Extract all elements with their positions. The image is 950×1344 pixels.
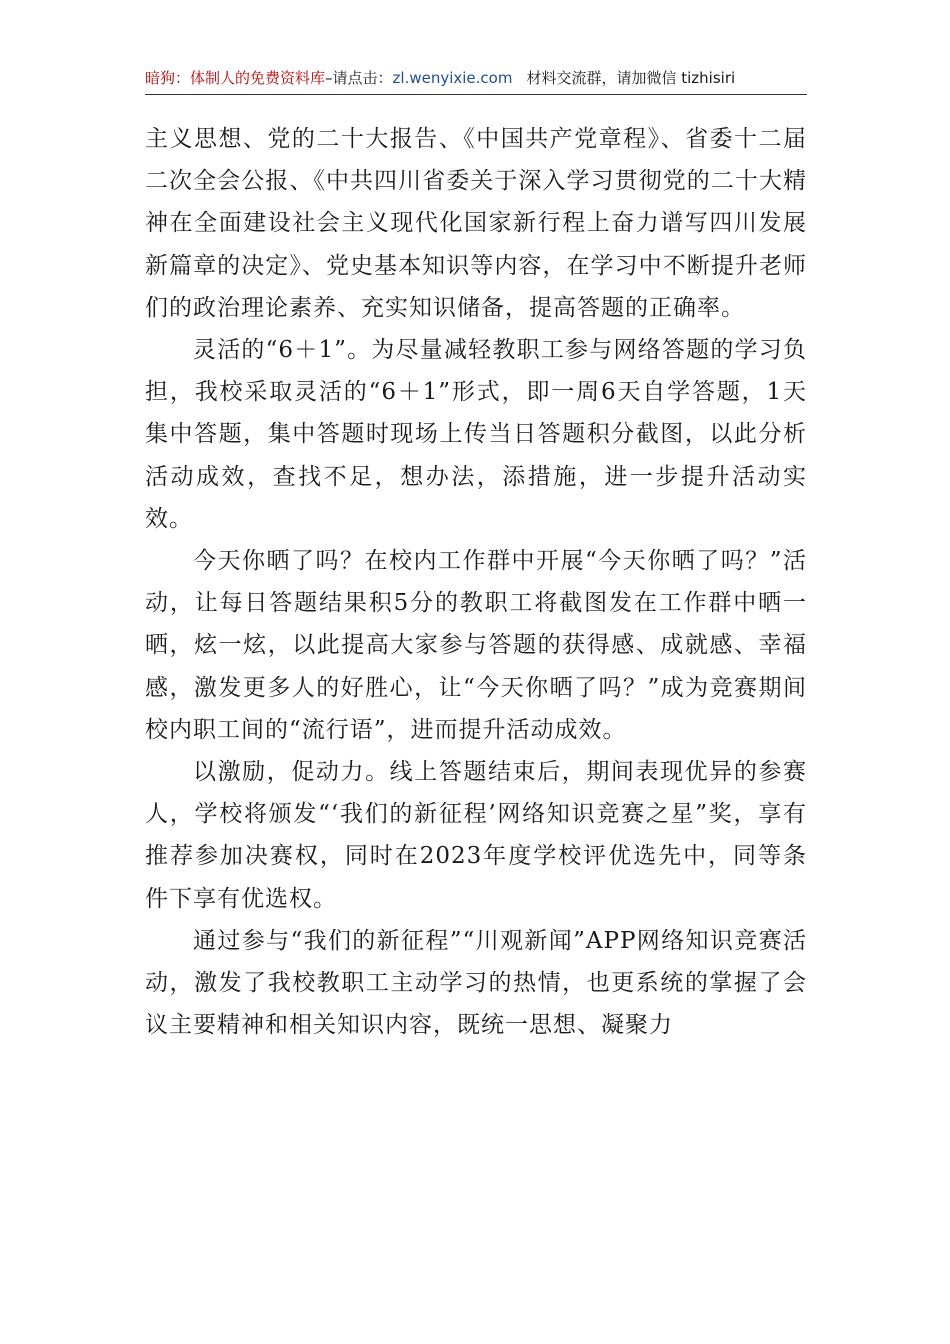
paragraph-2: 灵活的“6＋1”。为尽量减轻教职工参与网络答题的学习负担，我校采取灵活的“6＋1”形式，即一周6天自学答题，1天集中答题，集中答题时现场上传当日答题积分截图，以此分析活动成效，查找不足，想办法，添措施，进一步提升活动实效。 (145, 337, 807, 532)
header-brand: 暗狗：体制人的免费资料库 (145, 69, 326, 87)
paragraph-1: 主义思想、党的二十大报告、《中国共产党章程》、省委十二届二次全会公报、《中共四川省委关于深入学习贯彻党的二十大精神在全面建设社会主义现代化国家新行程上奋力谱写四川发展新篇章的决定》、党史基本知识等内容，在学习中不断提升老师们的政治理论素养、充实知识储备，提高答题的正确率。 (145, 126, 807, 321)
header-link[interactable]: zl.wenyixie.com (392, 69, 513, 87)
page-header (145, 64, 807, 95)
paragraph-5: 通过参与“我们的新征程”“川观新闻”APP网络知识竞赛活动，激发了我校教职工主动学习的热情，也更系统的掌握了会议主要精神和相关知识内容，既统一思想、凝聚力 (145, 927, 807, 1039)
header-prompt: –请点击： (325, 69, 393, 87)
document-body (145, 118, 807, 1046)
paragraph-3: 今天你晒了吗？在校内工作群中开展“今天你晒了吗？”活动，让每日答题结果积5分的教职工将截图发在工作群中晒一晒，炫一炫，以此提高大家参与答题的获得感、成就感、幸福感，激发更多人的好胜心，让“今天你晒了吗？”成为竞赛期间校内职工间的“流行语”，进而提升活动成效。 (145, 548, 807, 743)
header-wechat-note: 材料交流群，请加微信 tizhisiri (526, 69, 736, 87)
paragraph-4: 以激励，促动力。线上答题结束后，期间表现优异的参赛人，学校将颁发“‘我们的新征程’网络知识竞赛之星”奖，享有推荐参加决赛权，同时在2023年度学校评优选先中，同等条件下享有优选权。 (145, 759, 807, 912)
